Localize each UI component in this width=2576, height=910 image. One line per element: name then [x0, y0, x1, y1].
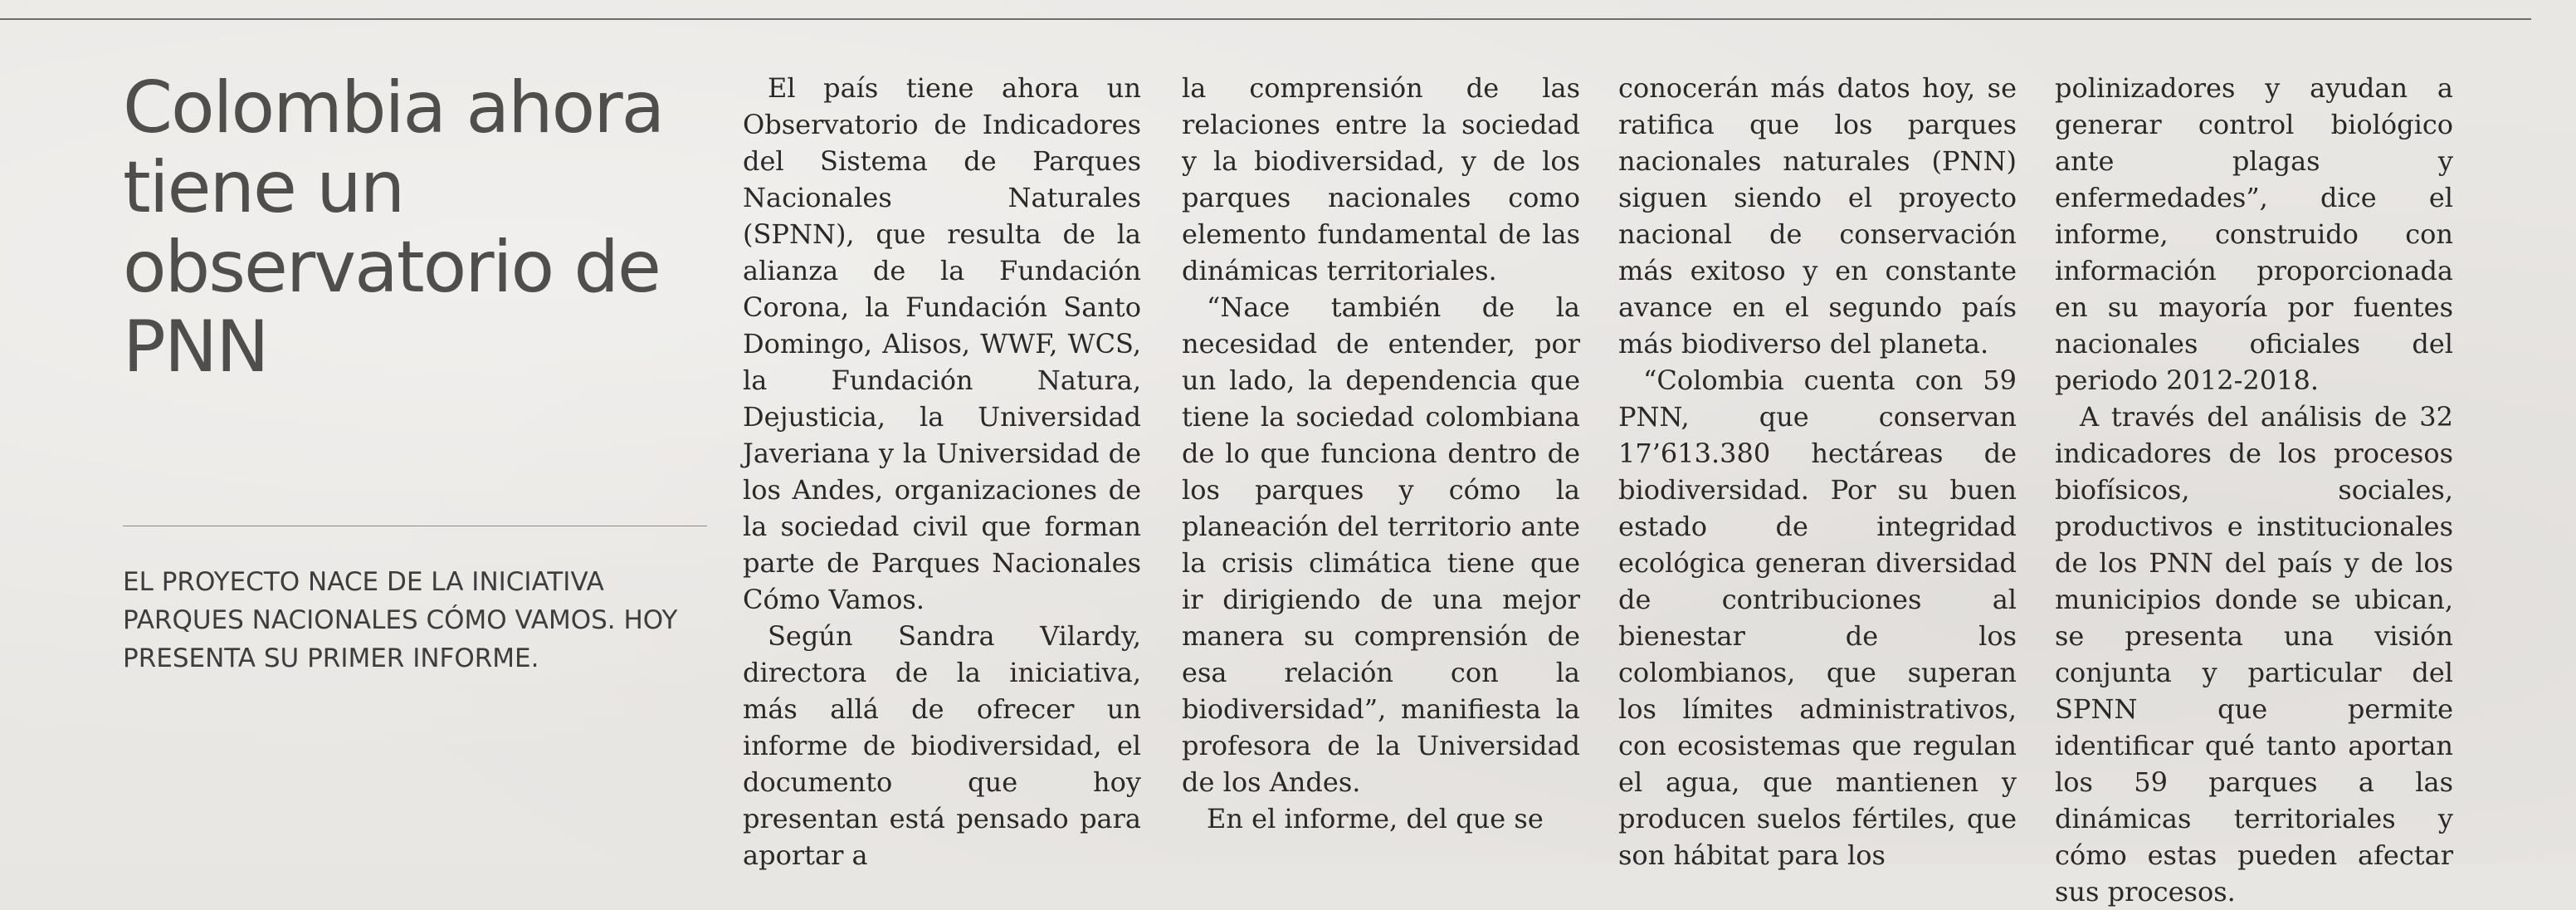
paragraph: polinizadores y ayudan a generar control biológico ante plagas y enfermedades”, dice el informe, construido con información proporcionada en su mayoría por fuentes nacionales oficiales del periodo 2012-2018.	[2055, 72, 2453, 396]
top-rule	[0, 18, 2531, 20]
paragraph: “Colombia cuenta con 59 PNN, que conservan 17’613.380 hectáreas de biodiversidad. Por su buen estado de integridad ecológica generan diversidad de contribuciones al bienestar de los colombianos, que superan los límites administrativos, con ecosistemas que regulan el agua, que mantienen y producen suelos fértiles, que son hábitat para los	[1618, 364, 2017, 871]
subhead: EL PROYECTO NACE DE LA INICIATIVA PARQUES NACIONALES CÓMO VAMOS. HOY PRESENTA SU PRIMER INFORME.	[123, 567, 678, 673]
paragraph: A través del análisis de 32 indicadores de los procesos biofísicos, sociales, productivos e institucionales de los PNN del país y de los municipios donde se ubican, se presenta una visión conjunta y particular del SPNN que permite identificar qué tanto aportan los 59 parques a las dinámicas territoriales y cómo estas pueden afectar sus procesos.	[2055, 401, 2453, 908]
article-column-2	[1182, 70, 1580, 842]
paragraph: conocerán más datos hoy, se ratifica que los parques nacionales naturales (PNN) siguen siendo el proyecto nacional de conservación más exitoso y en constante avance en el segundo país más biodiverso del planeta.	[1618, 72, 2017, 360]
article-column-1	[743, 70, 1141, 871]
article-column-3	[1618, 70, 2017, 871]
paragraph: En el informe, del que se	[1207, 803, 1544, 834]
article-column-4	[2055, 70, 2453, 908]
paragraph: Según Sandra Vilardy, directora de la iniciativa, más allá de ofrecer un informe de biodiversidad, el documento que hoy presentan está pensado para aportar a	[743, 620, 1141, 871]
headline: Colombia ahora tiene un observatorio de PNN	[123, 66, 664, 389]
paragraph: “Nace también de la necesidad de entender, por un lado, la dependencia que tiene la sociedad colombiana de lo que funciona dentro de los parques y cómo la planeación del territorio ante la crisis climática tiene que ir dirigiendo de una mejor manera su comprensión de esa relación con la biodiversidad”, manifiesta la profesora de la Universidad de los Andes.	[1182, 291, 1580, 798]
paragraph: El país tiene ahora un Observatorio de Indicadores del Sistema de Parques Nacionales Naturales (SPNN), que resulta de la alianza de la Fundación Corona, la Fundación Santo Domingo, Alisos, WWF, WCS, la Fundación Natura, Dejusticia, la Universidad Javeriana y la Universidad de los Andes, organizaciones de la sociedad civil que forman parte de Parques Nacionales Cómo Vamos.	[743, 72, 1141, 615]
paragraph: la comprensión de las relaciones entre la sociedad y la biodiversidad, y de los parques nacionales como elemento fundamental de las dinámicas territoriales.	[1182, 72, 1580, 286]
